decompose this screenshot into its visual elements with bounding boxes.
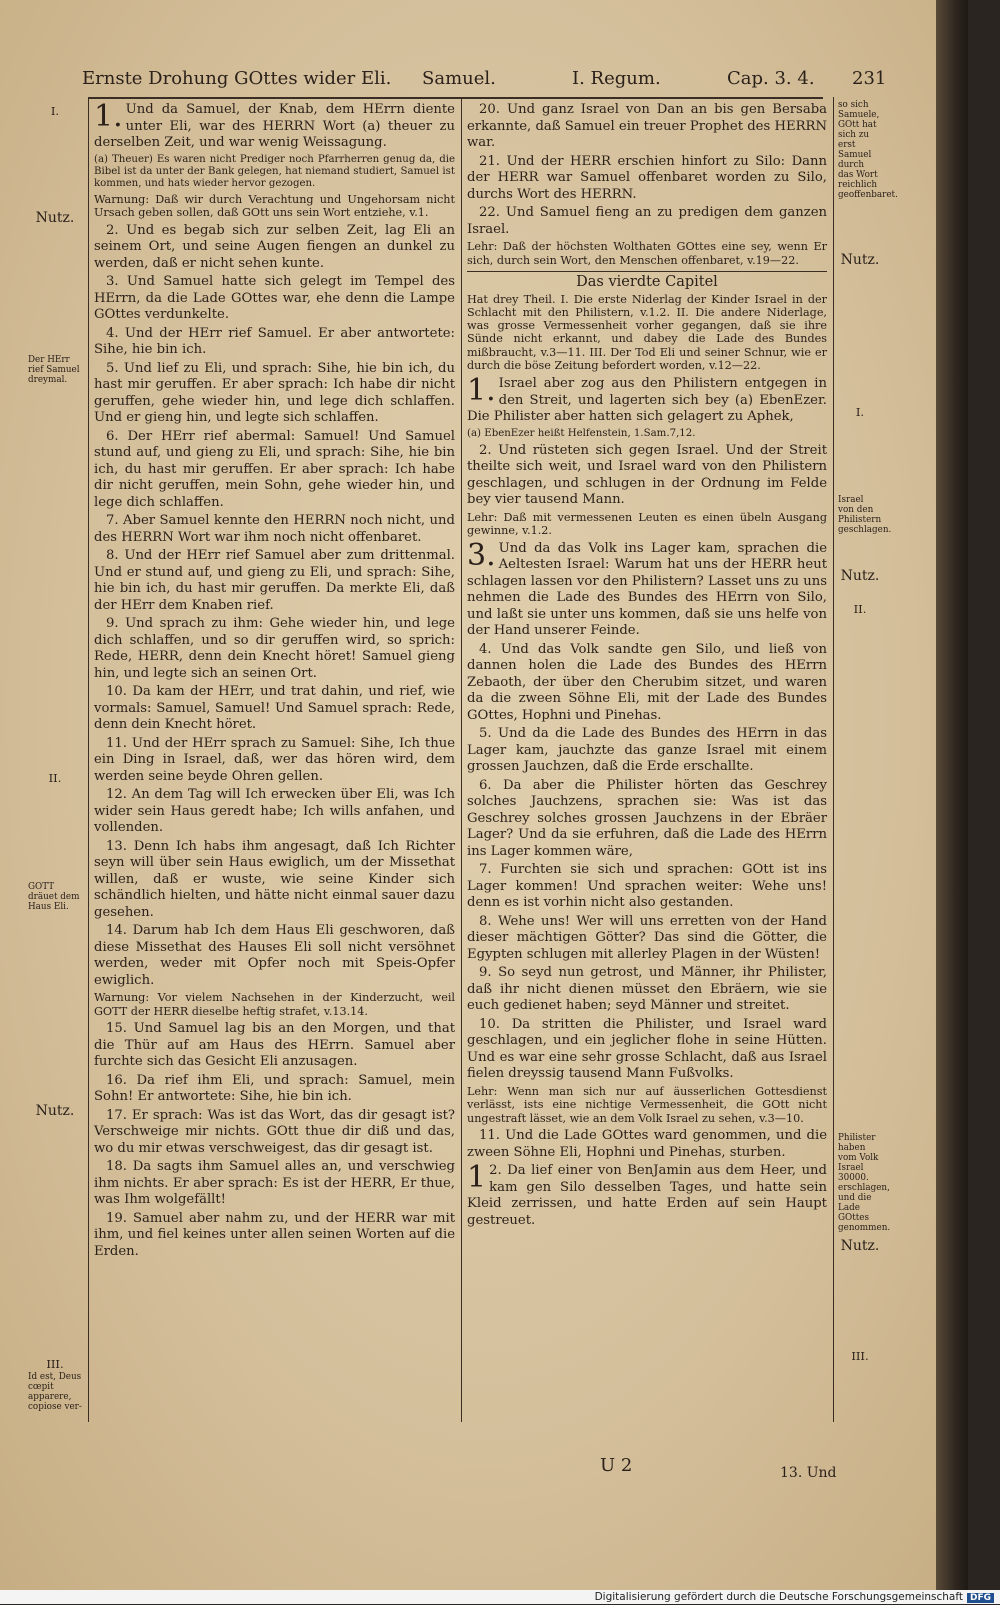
- left-column: [94, 99, 455, 1262]
- chapter4-verse-6: 6. Da aber die Philister hörten das Geschrey solches Jauchzens, sprachen sie: Was ist das Geschrey solches grossen Jauchzens in der Ebräer Lager? Und da sie erfuhren, daß die Lade des HErrn ins Lager kommen wäre,: [467, 777, 827, 859]
- verse-5: 5. Und lief zu Eli, und sprach: Sihe, hie bin ich, du hast mir geruffen. Er aber sprach: Ich habe dir nicht geruffen, gehe wieder hin, und lege dich schlaffen. Und er gieng hin, und legte sich schlaffen.: [94, 360, 455, 425]
- verse-19: 19. Samuel aber nahm zu, und der HERR war mit ihm, und fiel keines unter allen seinen Worten auf die Erden.: [94, 1210, 455, 1259]
- margin-right-note-3: Philister haben vom Volk Israel 30000. erschlagen, und die Lade GOttes genommen.: [838, 1133, 891, 1233]
- lesson-1: Lehr: Daß der höchsten Wolthaten GOttes eine sey, wenn Er sich, durch sein Wort, den Menschen offenbaret, v.19—22.: [467, 240, 827, 267]
- verse-2: 2. Und es begab sich zur selben Zeit, lag Eli an seinem Ort, und seine Augen fiengen an dunkel zu werden, daß er nicht sehen kunte.: [94, 222, 455, 271]
- right-column: [467, 102, 827, 1231]
- verse-15: 15. Und Samuel lag bis an den Morgen, und that die Thür auf am Haus des HErrn. Samuel aber furchte sich das Gesicht Eli anzusagen.: [94, 1021, 455, 1069]
- chapter4-verse-5: 5. Und da die Lade des Bundes des HErrn in das Lager kam, jauchzte das ganze Israel mit einem grossen Jauchzen, daß die Erde erschallte.: [467, 726, 827, 775]
- verse-9: 9. Und sprach zu ihm: Gehe wieder hin, und lege dich schlaffen, und so dir geruffen wird, so sprich: Rede, HERR, denn dein Knecht höret! Samuel gieng hin, und legte sich an seinen Ort.: [94, 616, 455, 681]
- margin-right-note-2: Israel von den Philistern geschlagen.: [838, 495, 892, 535]
- column-rule: [461, 97, 462, 1422]
- verse-12: 12. An dem Tag will Ich erwecken über Eli, was Ich wider sein Haus geredt habe; Ich wills anfahen, und vollenden.: [94, 787, 455, 835]
- margin-left-note-3: Id est, Deus cœpit apparere, copiose ver-: [28, 1372, 82, 1412]
- catchword: 13. Und: [780, 1465, 837, 1481]
- footnote-a: (a) Theuer) Es waren nicht Prediger noch Pfarrherren genug da, die Bibel ist da unter der Bank gelegen, hat niemand studiert, Samuel ist kommen, und hats wieder hervor gezogen.: [94, 153, 455, 189]
- margin-left-nutz-2: Nutz.: [35, 1103, 75, 1119]
- chapter4-verse-11: 11. Und die Lade GOttes ward genommen, und die zween Söhne Eli, Hophni und Pinehas, sturben.: [467, 1128, 827, 1160]
- left-margin-rule: [88, 97, 89, 1422]
- verse-10: 10. Da kam der HErr, und trat dahin, und rief, wie vormals: Samuel, Samuel! Und Samuel sprach: Rede, denn dein Knecht höret.: [94, 684, 455, 732]
- margin-right-nutz-1: Nutz.: [840, 252, 880, 268]
- chapter4-footnote-a: (a) EbenEzer heißt Helfenstein, 1.Sam.7,12.: [467, 427, 696, 439]
- page-header: [82, 68, 930, 94]
- verse-14: 14. Darum hab Ich dem Haus Eli geschworen, daß diese Missethat des Hauses Eli soll nicht versöhnet werden, weder mit Opfer noch mit Speis-Opfer ewiglich.: [94, 923, 455, 988]
- margin-left-note-2: GOTT dräuet dem Haus Eli.: [28, 882, 80, 912]
- verse-8: 8. Und der HErr rief Samuel aber zum drittenmal. Und er stund auf, und gieng zu Eli, und sprach: Sihe, hie bin ich, du hast mir geruffen. Da merkte Eli, daß der HErr dem Knaben rief.: [94, 548, 455, 613]
- verse-16: 16. Da rief ihm Eli, und sprach: Samuel, mein Sohn! Er antwortete: Sihe, hie bin ich.: [94, 1072, 455, 1104]
- dfg-logo: DFG: [967, 1593, 994, 1603]
- chapter4-verse-4: 4. Und das Volk sandte gen Silo, und ließ von dannen holen die Lade des Bundes des HErrn Zebaoth, der über den Cherubim sitzet, und waren da die zween Söhne Eli, mit der Lade des Bundes GOttes, Hophni und Pinehas.: [467, 641, 827, 723]
- chapter4-verse-10: 10. Da stritten die Philister, und Israel ward geschlagen, und ein jeglicher flohe in seine Hütten. Und es war eine sehr grosse Schlacht, daß aus Israel fielen dreyssig tausend Mann Fußvolks.: [467, 1016, 827, 1082]
- chapter4-verse-7: 7. Furchten sie sich und sprachen: GOtt ist ins Lager kommen! Und sprachen weiter: Wehe uns! denn es ist vorhin nicht also gestanden.: [467, 862, 827, 911]
- digitization-credit: [0, 1590, 1000, 1604]
- verse-4: 4. Und der HErr rief Samuel. Er aber antwortete: Sihe, hie bin ich.: [94, 325, 455, 357]
- warning-1: Warnung: Daß wir durch Verachtung und Ungehorsam nicht Ursach geben sollen, daß GOtt uns sein Wort entziehe, v.1.: [94, 192, 455, 219]
- margin-right-nutz-3: Nutz.: [840, 1238, 880, 1254]
- signature-mark: U 2: [600, 1455, 633, 1476]
- running-title: Ernste Drohung GOttes wider Eli.: [82, 68, 392, 89]
- right-margin-rule: [833, 97, 834, 1422]
- page-number: 231: [852, 68, 887, 89]
- margin-right-nutz-2: Nutz.: [840, 568, 880, 584]
- book-part: I. Regum.: [572, 68, 661, 89]
- verse-1: 1.Und da Samuel, der Knab, dem HErrn diente unter Eli, war des HERRN Wort (a) theuer zu derselben Zeit, und war wenig Weissagung.: [94, 99, 455, 150]
- chapter-range: Cap. 3. 4.: [727, 68, 815, 89]
- verse-6: 6. Der HErr rief abermal: Samuel! Und Samuel stund auf, und gieng zu Eli, und sprach: Sihe, hie bin ich, du hast mir geruffen. Er aber sprach: Ich habe dir nicht geruffen, mein Sohn, gehe wieder hin, und lege dich schlaffen.: [94, 428, 455, 510]
- chapter4-verse-12: 12. Da lief einer von BenJamin aus dem Heer, und kam gen Silo desselben Tages, und hatte sein Kleid zerrissen, und hatte Erden auf sein Haupt gestreuet.: [467, 1160, 827, 1228]
- verse-17: 17. Er sprach: Was ist das Wort, das dir gesagt ist? Verschweige mir nichts. GOtt thue dir diß und das, wo du mir etwas verschweigest, das dir gesagt ist.: [94, 1107, 455, 1156]
- verse-11: 11. Und der HErr sprach zu Samuel: Sihe, Ich thue ein Ding in Israel, daß, wer das hören wird, dem werden seine beyde Ohren gellen.: [94, 735, 455, 784]
- margin-left-part-1: I.: [50, 104, 60, 118]
- lesson-3: Lehr: Wenn man sich nur auf äusserlichen Gottesdienst verlässt, ists eine nichtige Vermessenheit, die GOtt nicht ungestraft lässet, wie an dem Volk Israel zu sehen, v.3—10.: [467, 1084, 827, 1125]
- verse-21: 21. Und der HERR erschien hinfort zu Silo: Dann der HERR war Samuel offenbaret worden zu Silo, durchs Wort des HERRN.: [467, 153, 827, 202]
- header-rule: [88, 97, 823, 99]
- margin-right-part-1: I.: [855, 405, 865, 419]
- verse-13: 13. Denn Ich habs ihm angesagt, daß Ich Richter seyn will über sein Haus ewiglich, um der Missethat willen, daß er wuste, wie seine Kinder sich schändlich hielten, und hätte nicht einmal sauer dazu gesehen.: [94, 838, 455, 920]
- margin-left-nutz-1: Nutz.: [35, 210, 75, 226]
- margin-right-part-3: III.: [851, 1349, 869, 1363]
- margin-left-part-3: III.: [46, 1357, 64, 1371]
- chapter-summary: Hat drey Theil. I. Die erste Niderlag der Kinder Israel in der Schlacht mit den Philistern, v.1.2. II. Die andere Niderlage, was grosse Vermessenheit vorher gegangen, daß sie ihre Sünde nicht erkannt, und dabey die Lade des Bundes mißbraucht, v.3—11. III. Der Tod Eli und seiner Schnur, wie er durch die böse Zeitung befordert worden, v.12—22.: [467, 292, 827, 372]
- verse-20: 20. Und ganz Israel von Dan an bis gen Bersaba erkannte, daß Samuel ein treuer Prophet des HERRN war.: [467, 102, 827, 150]
- margin-left-note-1: Der HErr rief Samuel dreymal.: [28, 355, 80, 385]
- book-edge: [936, 0, 968, 1590]
- book-name: Samuel.: [422, 68, 496, 89]
- lesson-2: Lehr: Daß mit vermessenen Leuten es einen übeln Ausgang gewinne, v.1.2.: [467, 510, 827, 538]
- verse-18: 18. Da sagts ihm Samuel alles an, und verschwieg ihm nichts. Er aber sprach: Es ist der HERR, Er thue, was Ihm wolgefällt!: [94, 1159, 455, 1207]
- verse-7: 7. Aber Samuel kennte den HERRN noch nicht, und des HERRN Wort war ihm noch nicht offenbaret.: [94, 513, 455, 545]
- margin-left-part-2: II.: [48, 771, 62, 785]
- chapter4-verse-3: 3.Und da das Volk ins Lager kam, sprachen die Aeltesten Israel: Warum hat uns der HERR heut schlagen lassen vor den Philistern? Lasset uns zu uns nehmen die Lade des Bundes des HErrn von Silo, und laßt sie unter uns kommen, daß sie uns helfe von der Hand unserer Feinde.: [467, 537, 827, 639]
- warning-2: Warnung: Vor vielem Nachsehen in der Kinderzucht, weil GOTT der HERR dieselbe heftig strafet, v.13.14.: [94, 991, 455, 1018]
- margin-right-note-1: so sich Samuele, GOtt hat sich zu erst Samuel durch das Wort reichlich geoffenbaret.: [838, 100, 898, 200]
- verse-3: 3. Und Samuel hatte sich gelegt im Tempel des HErrn, da die Lade GOttes war, ehe denn die Lampe GOttes verdunkelte.: [94, 274, 455, 322]
- margin-right-part-2: II.: [853, 602, 867, 616]
- verse-22: 22. Und Samuel fieng an zu predigen dem ganzen Israel.: [467, 205, 827, 237]
- chapter4-verse-8: 8. Wehe uns! Wer will uns erretten von der Hand dieser mächtigen Götter? Das sind die Götter, die Egypten schlugen mit allerley Plagen in der Wüsten!: [467, 913, 827, 962]
- chapter4-verse-9: 9. So seyd nun getrost, und Männer, ihr Philister, daß ihr nicht dienen müsset den Ebräern, wie sie euch gedienet haben; seyd Männer und streitet.: [467, 965, 827, 1014]
- chapter4-verse-2: 2. Und rüsteten sich gegen Israel. Und der Streit theilte sich weit, und Israel ward von den Philistern geschlagen, und schlugen in der Ordnung im Felde bey vier tausend Mann.: [467, 442, 827, 508]
- chapter4-verse-1: 1.Israel aber zog aus den Philistern entgegen in den Streit, und lagerten sich bey (a) EbenEzer. Die Philister aber hatten sich gelagert zu Aphek,: [467, 373, 827, 425]
- credit-text: Digitalisierung gefördert durch die Deutsche Forschungsgemeinschaft: [594, 1591, 963, 1603]
- chapter-heading: Das vierdte Capitel: [467, 271, 827, 291]
